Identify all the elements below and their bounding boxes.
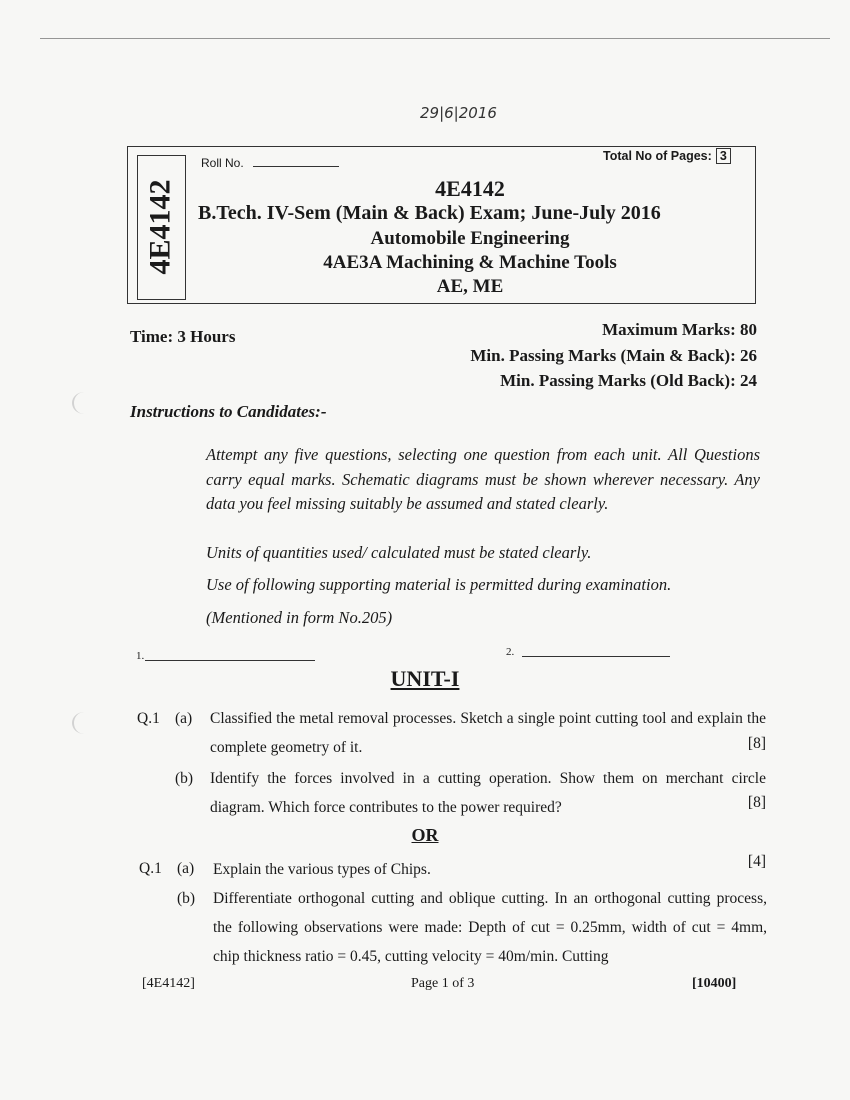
exam-time: Time: 3 Hours <box>130 327 236 346</box>
subject: 4AE3A Machining & Machine Tools <box>323 252 617 273</box>
min-pass-old: Min. Passing Marks (Old Back): 24 <box>500 371 757 390</box>
paper-code: 4E4142 <box>435 176 505 201</box>
or-separator: OR <box>411 825 439 845</box>
question-text: Differentiate orthogonal cutting and oblique cutting. In an orthogonal cutting process, the following observations were made: Depth of cut = 0.25mm, width of cut = 4mm, chip thickness ratio = 0.45, cutting velocity = 40m/min. Cutting <box>213 890 767 965</box>
instruction-form: (Mentioned in form No.205) <box>206 608 393 627</box>
question-text: Classified the metal removal processes. Sketch a single point cutting tool and explain the complete geometry of it. <box>210 710 766 756</box>
instruction-paragraph: Attempt any five questions, selecting one question from each unit. All Questions carry equal marks. Schematic diagrams must be shown wherever necessary. Any data you feel missing suitably be assumed and stated clearly. <box>206 445 760 513</box>
instruction-material: Use of following supporting material is permitted during examination. <box>206 575 672 594</box>
signature-2-line <box>522 656 670 657</box>
total-pages-label: Total No of Pages: <box>603 149 712 163</box>
department: Automobile Engineering <box>370 228 570 249</box>
instructions-heading: Instructions to Candidates:- <box>130 402 327 421</box>
question-marks: [4] <box>747 853 766 870</box>
footer-serial: [10400] <box>692 976 737 991</box>
punch-hole-mark <box>72 712 96 734</box>
scan-edge-line <box>40 38 830 39</box>
question-marks: [8] <box>747 735 766 752</box>
vertical-paper-code: 4E4142 <box>143 178 177 275</box>
signature-1-line <box>145 660 315 661</box>
question-text: Identify the forces involved in a cutting operation. Show them on merchant circle diagram. Which force contributes to the power required? <box>210 770 766 816</box>
question-number: Q.1 <box>139 860 162 877</box>
roll-no-field <box>253 166 339 167</box>
signature-2-label: 2. <box>506 646 515 658</box>
question-marks: [8] <box>747 794 766 811</box>
branches: AE, ME <box>436 276 504 297</box>
question-text: Explain the various types of Chips. <box>213 861 431 878</box>
footer-paper-code: [4E4142] <box>142 976 195 991</box>
instruction-units: Units of quantities used/ calculated must be stated clearly. <box>206 543 592 562</box>
total-pages-value: 3 <box>716 148 731 164</box>
total-pages <box>603 148 731 164</box>
question-part: (b) <box>177 890 196 907</box>
unit-heading: UNIT-I <box>390 666 460 691</box>
handwritten-date: 29|6|2016 <box>420 104 497 122</box>
min-pass-main: Min. Passing Marks (Main & Back): 26 <box>470 346 757 365</box>
punch-hole-mark <box>72 392 96 414</box>
question-part: (a) <box>177 860 195 877</box>
question-number: Q.1 <box>137 710 160 727</box>
question-part: (b) <box>175 770 194 787</box>
signature-1-label: 1. <box>136 650 145 662</box>
question-part: (a) <box>175 710 193 727</box>
max-marks: Maximum Marks: 80 <box>602 320 757 339</box>
exam-title: B.Tech. IV-Sem (Main & Back) Exam; June-July 2016 <box>198 202 661 224</box>
footer-page-number: Page 1 of 3 <box>411 976 475 991</box>
roll-no-label: Roll No. <box>201 156 244 170</box>
